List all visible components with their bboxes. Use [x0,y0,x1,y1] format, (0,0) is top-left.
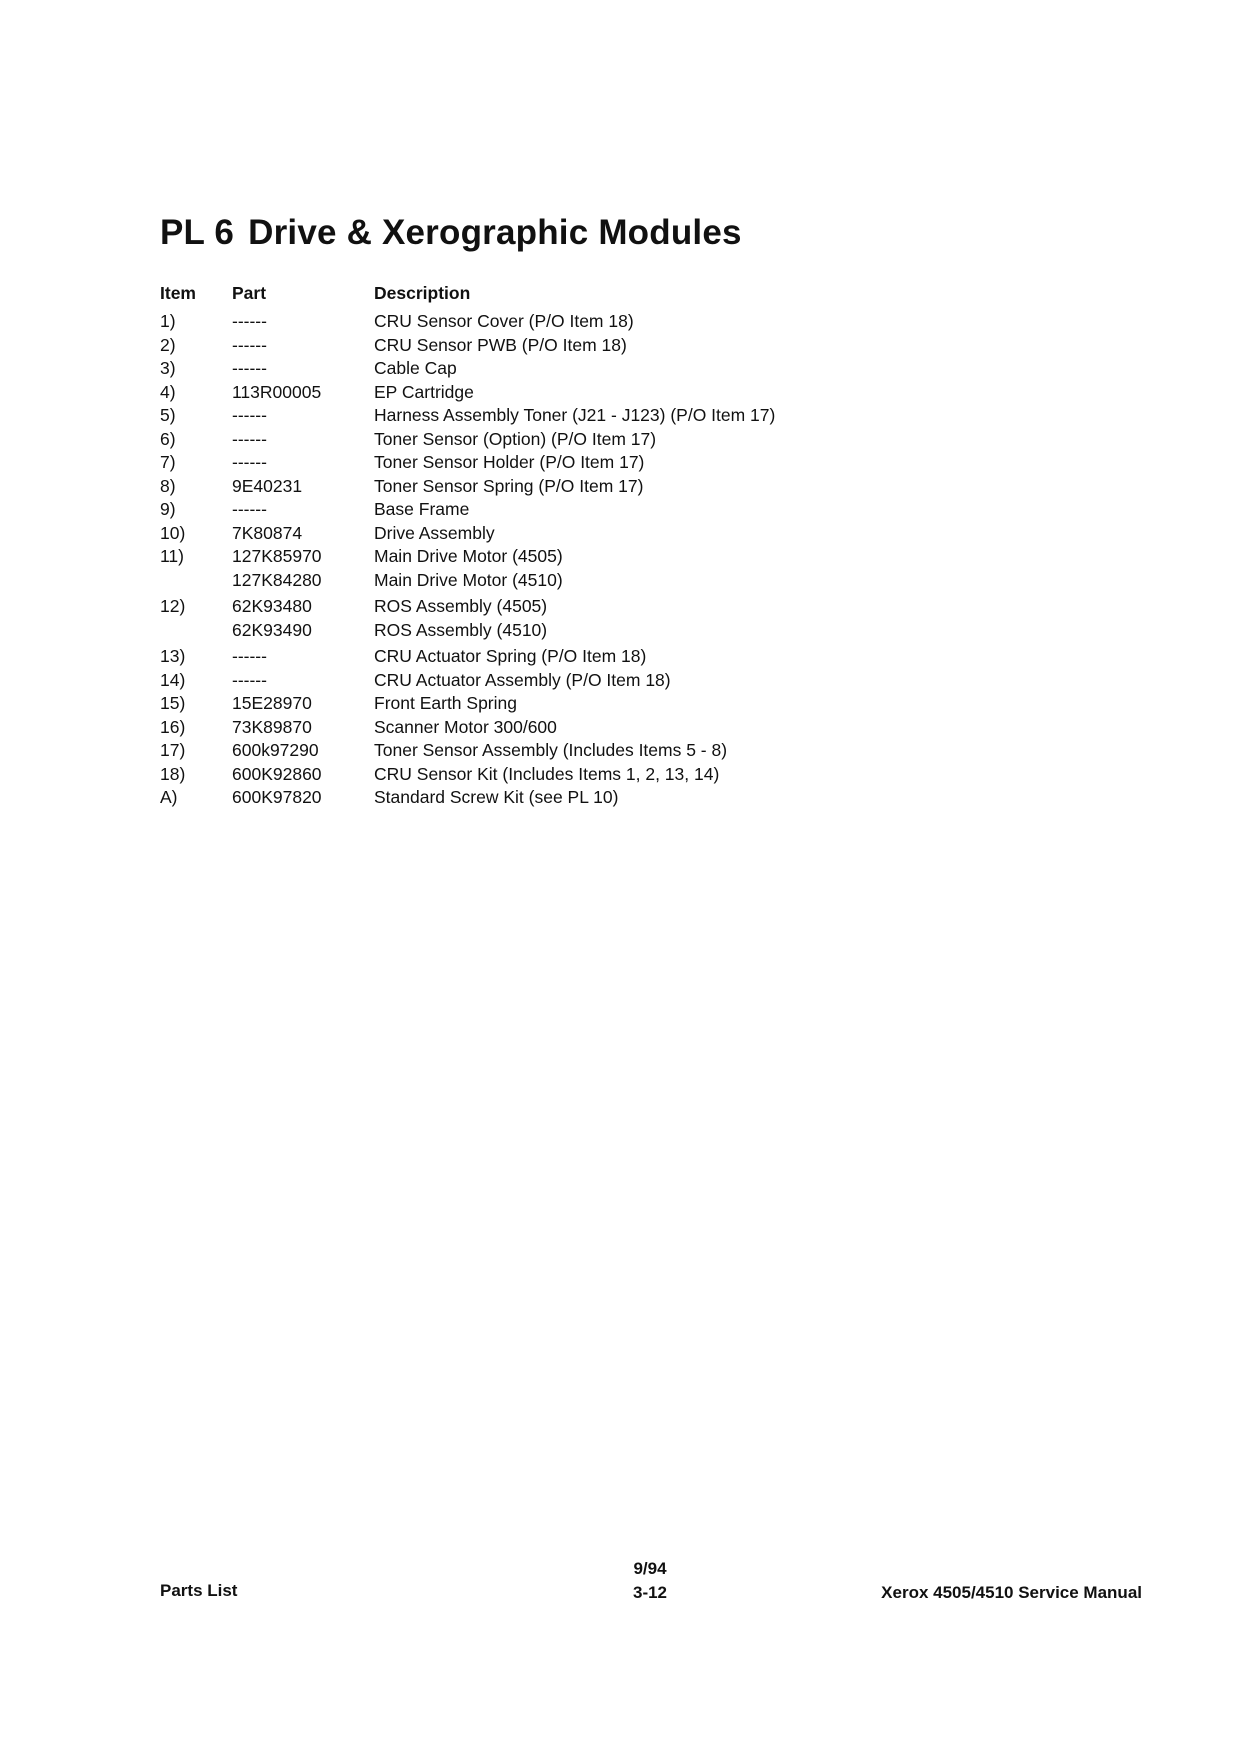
footer-page-info [600,1557,700,1605]
table-row [160,381,934,405]
part-number: 62K93490 [232,619,312,640]
part-number: 7K80874 [232,522,303,543]
item-number: 4) [160,381,176,402]
table-row [160,334,934,358]
part-number: ------ [232,428,267,449]
item-number: 17) [160,740,186,760]
item-number: 1) [160,311,176,331]
part-number: 62K93480 [232,596,312,616]
part-number: 127K85970 [232,546,322,566]
table-row [160,619,934,643]
table-row [160,522,934,546]
part-number: 600K92860 [232,763,322,784]
part-number: ------ [232,334,267,355]
item-number: 13) [160,646,186,666]
page-title-text: Drive & Xerographic Modules [248,213,742,252]
table-row [160,545,934,569]
part-description: Main Drive Motor (4505) [374,546,563,566]
item-column-header: Item [160,283,196,303]
part-number: 600K97820 [232,787,322,807]
table-row [160,451,934,475]
part-number: ------ [232,669,267,690]
table-row [160,739,934,763]
parts-list-number: PL 6 [160,213,235,252]
table-row [160,357,934,381]
item-number: 3) [160,358,176,378]
item-number: 15) [160,693,186,713]
part-number: 15E28970 [232,693,312,713]
table-header-row [160,282,934,310]
part-description: CRU Sensor Cover (P/O Item 18) [374,311,634,331]
part-number: 113R00005 [232,381,322,402]
footer-section-label: Parts List [160,1581,238,1600]
table-row [160,498,934,522]
part-description: Toner Sensor Assembly (Includes Items 5 - 8) [374,740,728,760]
table-row [160,428,934,452]
item-number: 10) [160,522,186,543]
table-row [160,786,934,810]
table-row [160,592,934,619]
table-row [160,716,934,740]
part-description: EP Cartridge [374,381,474,402]
part-number: 73K89870 [232,716,312,737]
item-number: 11) [160,546,184,566]
part-number: 600k97290 [232,740,319,760]
page-title [160,213,742,253]
description-column-header: Description [374,283,471,303]
table-row [160,310,934,334]
item-number [160,619,232,643]
part-number: ------ [232,499,267,519]
part-column-header: Part [232,283,267,303]
parts-table [160,282,934,810]
part-description: Toner Sensor Holder (P/O Item 17) [374,452,645,472]
item-number: 18) [160,763,186,784]
part-description: Toner Sensor (Option) (P/O Item 17) [374,428,657,449]
part-description: Drive Assembly [374,522,495,543]
item-number: A) [160,787,178,807]
part-number: 9E40231 [232,475,303,496]
table-row [160,642,934,669]
item-number: 8) [160,475,176,496]
part-description: Base Frame [374,499,470,519]
item-number: 14) [160,669,186,690]
part-description: Toner Sensor Spring (P/O Item 17) [374,475,644,496]
part-description: Standard Screw Kit (see PL 10) [374,787,619,807]
part-description: Cable Cap [374,358,457,378]
table-row [160,763,934,787]
part-description: Scanner Motor 300/600 [374,716,557,737]
item-number: 12) [160,596,186,616]
table-row [160,404,934,428]
item-number: 5) [160,405,176,425]
part-description: CRU Sensor PWB (P/O Item 18) [374,334,627,355]
part-number: 127K84280 [232,569,322,590]
part-description: Front Earth Spring [374,693,517,713]
part-number: ------ [232,646,267,666]
part-description: Main Drive Motor (4510) [374,569,563,590]
item-number: 2) [160,334,176,355]
item-number: 6) [160,428,176,449]
part-description: CRU Sensor Kit (Includes Items 1, 2, 13, 14) [374,763,720,784]
part-description: CRU Actuator Spring (P/O Item 18) [374,646,647,666]
footer-date: 9/94 [633,1559,667,1578]
footer-manual-title: Xerox 4505/4510 Service Manual [881,1583,1142,1602]
item-number [160,569,232,593]
item-number: 16) [160,716,186,737]
part-description: CRU Actuator Assembly (P/O Item 18) [374,669,671,690]
part-number: ------ [232,405,267,425]
item-number: 9) [160,499,176,519]
footer-page-number: 3-12 [632,1583,668,1602]
part-number: ------ [232,452,267,472]
part-number: ------ [232,358,267,378]
part-description: ROS Assembly (4505) [374,596,548,616]
part-description: ROS Assembly (4510) [374,619,548,640]
table-row [160,569,934,593]
table-row [160,669,934,693]
table-row [160,475,934,499]
part-number: ------ [232,311,267,331]
part-description: Harness Assembly Toner (J21 - J123) (P/O Item 17) [374,405,776,425]
item-number: 7) [160,452,176,472]
table-row [160,692,934,716]
